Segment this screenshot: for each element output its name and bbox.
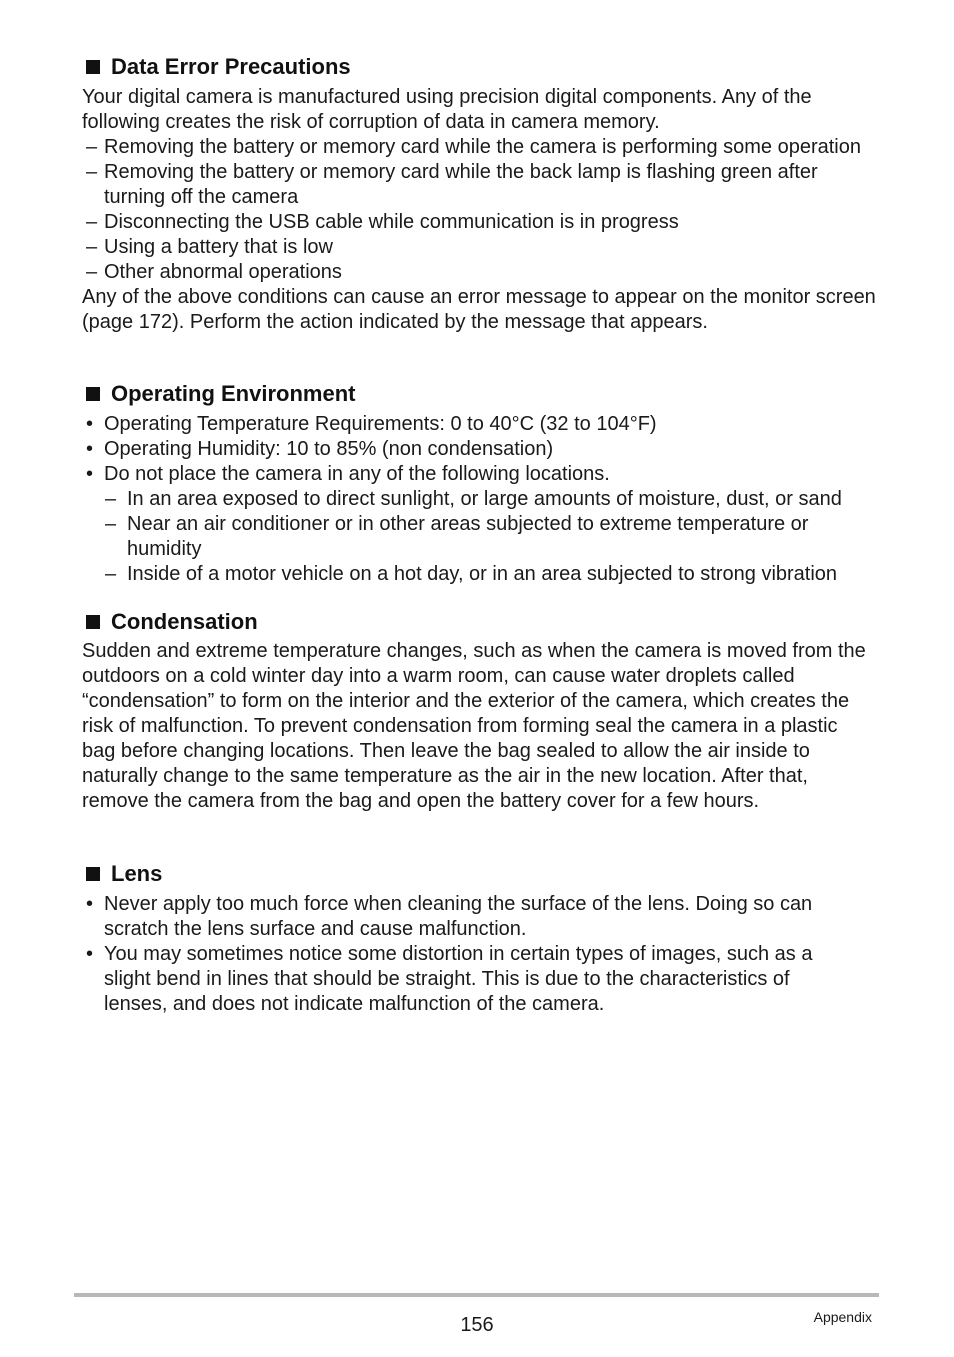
section-heading	[82, 609, 872, 635]
section-operating-environment	[82, 381, 882, 587]
dash-marker: –	[105, 563, 117, 585]
dash-marker: –	[86, 236, 98, 258]
square-bullet-icon	[86, 867, 100, 881]
sub-list-item: – Inside of a motor vehicle on a hot day, or in an area subjected to strong vibration	[105, 563, 838, 585]
list-item: – Removing the battery or memory card while the back lamp is flashing green after turning off the camera	[86, 161, 818, 208]
dash-marker: –	[86, 136, 98, 158]
section-lens	[82, 861, 857, 1017]
dash-marker: –	[86, 261, 98, 283]
square-bullet-icon	[86, 615, 100, 629]
outro-paragraph: Any of the above conditions can cause an error message to appear on the monitor screen (page 172). Perform the action indicated by the message that appears.	[82, 286, 876, 333]
section-data-error	[82, 54, 882, 335]
list-item: – Removing the battery or memory card while the camera is performing some operation	[86, 136, 861, 158]
square-bullet-icon	[86, 387, 100, 401]
sub-list-item: – Near an air conditioner or in other areas subjected to extreme temperature or humidity	[105, 513, 809, 560]
heading-text: Operating Environment	[111, 381, 356, 406]
dash-marker: –	[86, 211, 98, 233]
bullet-marker: •	[86, 413, 94, 435]
bullet-marker: •	[86, 438, 94, 460]
bullet-item: • Operating Humidity: 10 to 85% (non condensation)	[86, 438, 554, 460]
square-bullet-icon	[86, 60, 100, 74]
heading-text: Lens	[111, 861, 163, 886]
section-heading	[82, 54, 882, 80]
dash-marker: –	[86, 161, 98, 183]
bullet-item: • Operating Temperature Requirements: 0 to 40°C (32 to 104°F)	[86, 413, 657, 435]
intro-paragraph: Your digital camera is manufactured using precision digital components. Any of the following creates the risk of corruption of data in camera memory.	[82, 86, 812, 133]
list-item: – Disconnecting the USB cable while communication is in progress	[86, 211, 679, 233]
list-item: – Other abnormal operations	[86, 261, 342, 283]
bullet-item: • Never apply too much force when cleaning the surface of the lens. Doing so can scratch the lens surface and cause malfunction.	[86, 893, 813, 940]
heading-text: Data Error Precautions	[111, 54, 351, 79]
bullet-item: • Do not place the camera in any of the following locations.	[86, 463, 610, 485]
sub-list-item: – In an area exposed to direct sunlight, or large amounts of moisture, dust, or sand	[105, 488, 842, 510]
section-heading	[82, 861, 857, 887]
heading-text: Condensation	[111, 609, 258, 634]
footer-divider	[74, 1293, 879, 1297]
bullet-marker: •	[86, 893, 94, 915]
bullet-marker: •	[86, 943, 94, 965]
bullet-item: • You may sometimes notice some distortion in certain types of images, such as a slight bend in lines that should be straight. This is due to the characteristics of lenses, and does not indicate malfunction of the camera.	[86, 943, 813, 1015]
footer-section-label: Appendix	[813, 1309, 872, 1325]
bullet-marker: •	[86, 463, 94, 485]
dash-marker: –	[105, 488, 117, 510]
dash-marker: –	[105, 513, 117, 535]
list-item: – Using a battery that is low	[86, 236, 333, 258]
section-heading	[82, 381, 882, 407]
page-number: 156	[460, 1314, 494, 1336]
section-condensation	[82, 609, 872, 814]
body-paragraph: Sudden and extreme temperature changes, such as when the camera is moved from the outdoors on a cold winter day into a warm room, can cause water droplets called “condensation” to form on the interior and the exterior of the camera, which creates the risk of malfunction. To prevent condensation from forming seal the camera in a plastic bag before changing locations. Then leave the bag sealed to allow the air inside to naturally change to the same temperature as the air in the new location. After that, remove the camera from the bag and open the battery cover for a few hours.	[82, 640, 866, 812]
